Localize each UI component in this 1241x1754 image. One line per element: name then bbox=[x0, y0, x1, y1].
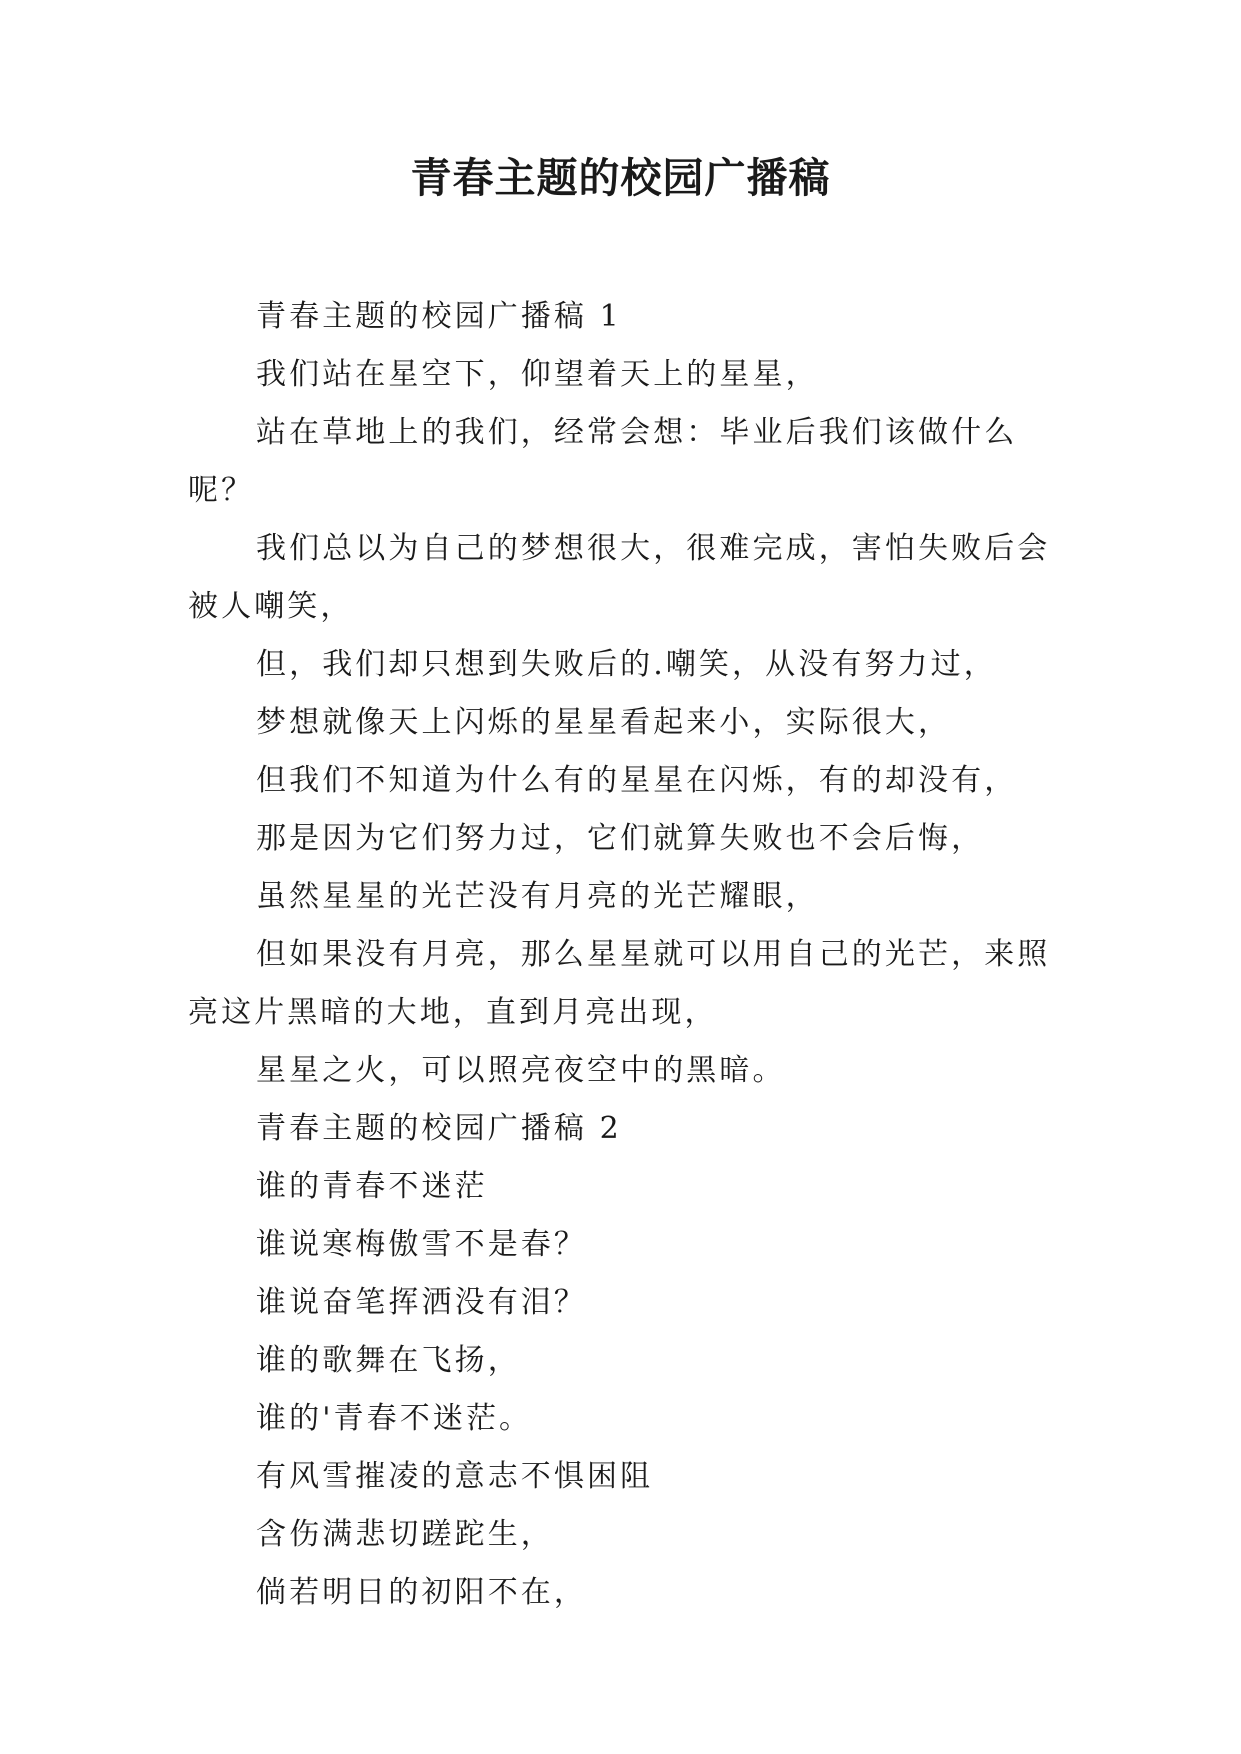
paragraph: 站在草地上的我们，经常会想：毕业后我们该做什么呢？ bbox=[188, 415, 1018, 508]
document-title: 青春主题的校园广播稿 bbox=[410, 154, 831, 202]
paragraph: 但如果没有月亮，那么星星就可以用自己的光芒，来照亮这片黑暗的大地，直到月亮出现， bbox=[188, 937, 1051, 1030]
paragraph: 青春主题的校园广播稿 2 bbox=[256, 1111, 622, 1146]
paragraph: 但，我们却只想到失败后的.嘲笑，从没有努力过， bbox=[256, 647, 997, 682]
paragraph: 谁说奋笔挥洒没有泪？ bbox=[256, 1285, 587, 1320]
paragraph: 星星之火，可以照亮夜空中的黑暗。 bbox=[256, 1053, 786, 1088]
paragraph: 谁的青春不迷茫 bbox=[256, 1169, 488, 1204]
paragraph: 梦想就像天上闪烁的星星看起来小，实际很大， bbox=[256, 705, 952, 740]
paragraph: 但我们不知道为什么有的星星在闪烁，有的却没有， bbox=[256, 763, 1018, 798]
paragraph: 那是因为它们努力过，它们就算失败也不会后悔， bbox=[256, 821, 985, 856]
document-body bbox=[188, 288, 1053, 1622]
paragraph: 虽然星星的光芒没有月亮的光芒耀眼， bbox=[256, 879, 819, 914]
paragraph: 谁的'青春不迷茫。 bbox=[256, 1401, 533, 1436]
paragraph: 倘若明日的初阳不在， bbox=[256, 1575, 587, 1610]
paragraph: 我们总以为自己的梦想很大，很难完成，害怕失败后会被人嘲笑， bbox=[188, 531, 1051, 624]
paragraph: 谁说寒梅傲雪不是春？ bbox=[256, 1227, 587, 1262]
paragraph: 谁的歌舞在飞扬， bbox=[256, 1343, 521, 1378]
paragraph: 青春主题的校园广播稿 1 bbox=[256, 299, 622, 334]
paragraph: 有风雪摧凌的意志不惧困阻 bbox=[256, 1459, 654, 1494]
paragraph: 含伤满悲切蹉跎生， bbox=[256, 1517, 554, 1552]
paragraph: 我们站在星空下，仰望着天上的星星， bbox=[256, 357, 819, 392]
